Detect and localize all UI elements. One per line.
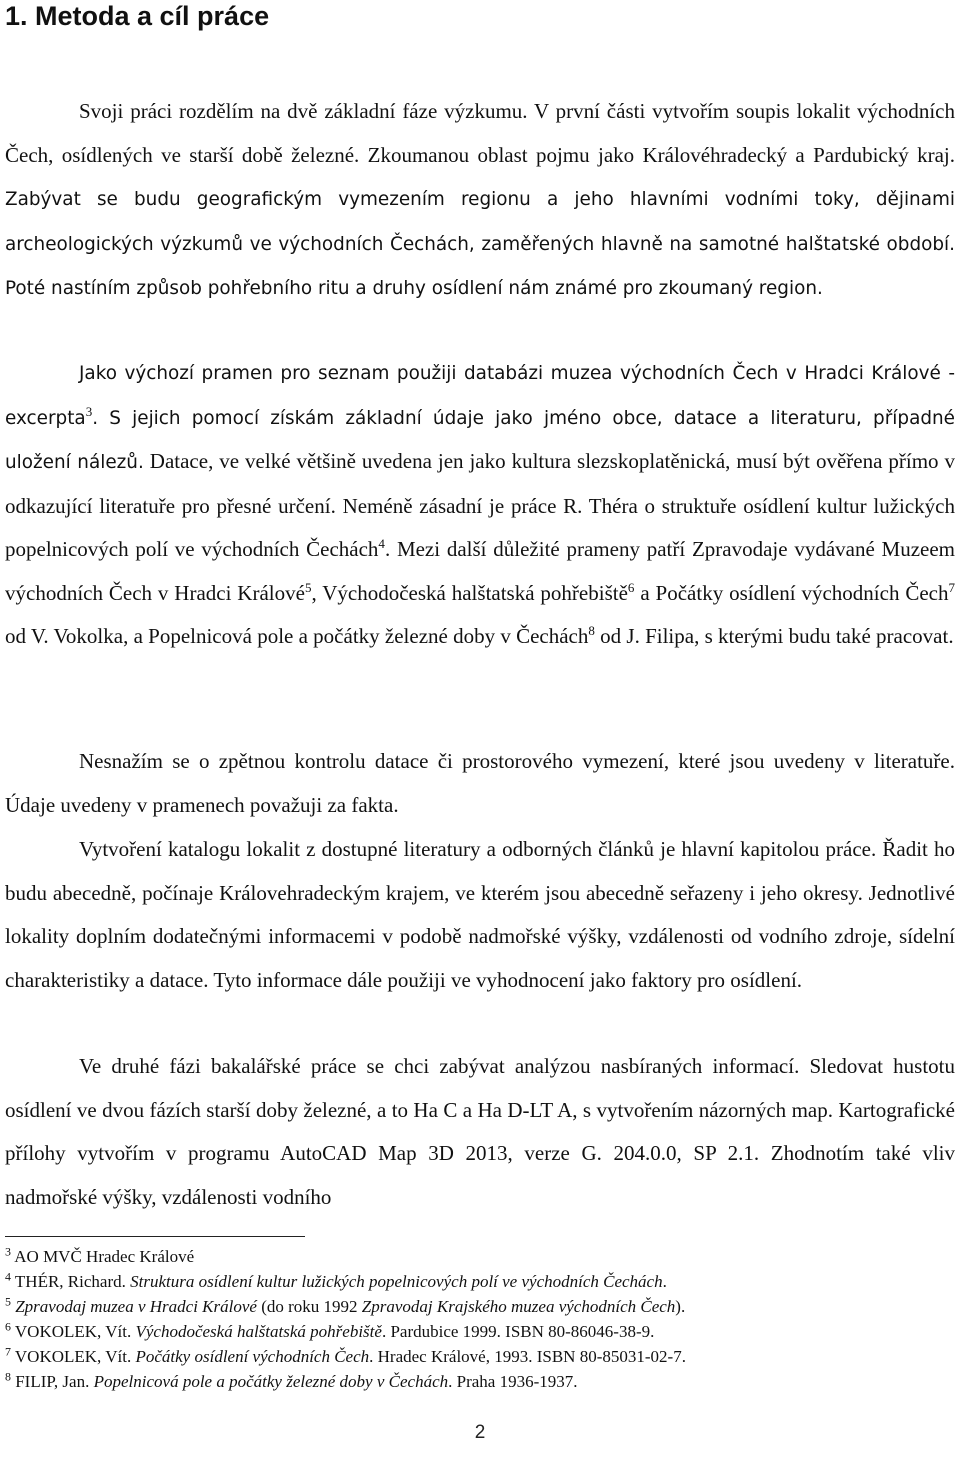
- footnote-title: Zpravodaj muzea v Hradci Králové: [15, 1297, 257, 1316]
- footnote-tail: .: [662, 1272, 667, 1291]
- footnote-separator: [5, 1236, 305, 1237]
- footnote-author: FILIP, Jan.: [15, 1372, 94, 1391]
- footnote-tail-2: ).: [675, 1297, 686, 1316]
- footnote-3: [5, 1244, 955, 1269]
- footnote-ref-7: 7: [948, 579, 955, 595]
- footnote-tail: . Hradec Králové, 1993. ISBN 80-85031-02-7.: [369, 1347, 686, 1366]
- footnote-6: [5, 1319, 955, 1344]
- sources-text-f: a Počátky osídlení východních Čech: [634, 580, 949, 605]
- footnote-ref-5: 5: [304, 579, 312, 595]
- footnote-title: Počátky osídlení východních Čech: [135, 1347, 370, 1366]
- footnote-number: 4: [5, 1269, 11, 1284]
- sources-text-c: Datace, ve velké většině uvedena jen jako kultura slezskoplatěnická, musí být ověřena přímo v odkazující literatuře pro přesné určení. Neméně zásadní je práce R. Théra o struktuře osídlení kultur lužických popelnicových polí ve východních Čechách: [5, 449, 955, 561]
- footnotes: [5, 1244, 955, 1394]
- footnote-7: [5, 1344, 955, 1369]
- footnote-title: Struktura osídlení kultur lužických popelnicových polí ve východních Čechách: [130, 1272, 663, 1291]
- footnote-4: [5, 1269, 955, 1294]
- analysis-text: Ve druhé fázi bakalářské práce se chci zabývat analýzou nasbíraných informací. Sledovat hustotu osídlení ve dvou fázích starší doby železné, a to Ha C a Ha D-LT A, s vytvořením názorných map. Kartografické přílohy vytvořím v programu AutoCAD Map 3D 2013, verze G. 204.0.0, SP 2.1. Zhodnotím také vliv nadmořské výšky, vzdálenosti vodního: [5, 1054, 955, 1209]
- footnote-ref-4: 4: [378, 536, 385, 551]
- footnote-number: 6: [5, 1319, 11, 1334]
- footnote-title-2: Zpravodaj Krajského muzea východních Čech: [361, 1297, 676, 1316]
- paragraph-intro-serif: Svoji práci rozdělím na dvě základní fáze výzkumu. V první části vytvořím soupis lokalit východních Čech, osídlených ve starší době železné. Zkoumanou oblast pojmu jako Královéhradecký a Pardubický kraj.: [5, 99, 955, 167]
- paragraph-verification: [5, 740, 955, 827]
- footnote-8: [5, 1369, 955, 1394]
- verification-text: Nesnažím se o zpětnou kontrolu datace či prostorového vymezení, které jsou uvedeny v literatuře. Údaje uvedeny v pramenech považuji za fakta.: [5, 749, 955, 817]
- footnote-text: AO MVČ Hradec Králové: [14, 1247, 195, 1266]
- footnote-ref-6: 6: [627, 579, 635, 595]
- paragraph-intro: [5, 90, 955, 311]
- catalogue-text: Vytvoření katalogu lokalit z dostupné literatury a odborných článků je hlavní kapitolou práce. Řadit ho budu abecedně, počínaje Královehradeckým krajem, ve kterém jsou abecedně seřazeny i jeho okresy. Jednotlivé lokality doplním dodatečnými informacemi v podobě nadmořské výšky, vzdálenosti od vodního zdroje, sídelní charakteristiky a datace. Tyto informace dále použiji ve vyhodnocení jako faktory pro osídlení.: [5, 837, 955, 992]
- footnote-author: VOKOLEK, Vít.: [14, 1347, 136, 1366]
- footnote-title: Východočeská halštatská pohřebiště: [135, 1322, 382, 1341]
- page-number: 2: [474, 1422, 486, 1443]
- sources-text-h: od J. Filipa, s kterými budu také pracovat.: [594, 624, 954, 648]
- footnote-5: [5, 1294, 955, 1319]
- footnote-number: 3: [5, 1244, 11, 1259]
- footnote-author: VOKOLEK, Vít.: [14, 1322, 136, 1341]
- sources-text-e: , Východočeská halštatská pohřebiště: [311, 580, 628, 605]
- footnote-tail: (do roku 1992: [256, 1297, 362, 1316]
- footnote-ref-3: 3: [85, 403, 93, 419]
- sources-text-d: . Mezi další důležité prameny patří Zpravodaje vydávané Muzeem východních Čech v Hradci Králové: [5, 537, 956, 605]
- page-heading: 1. Metoda a cíl práce: [5, 1, 270, 31]
- paragraph-catalogue: [5, 828, 955, 1002]
- paragraph-analysis: [5, 1045, 955, 1219]
- paragraph-sources: [5, 351, 955, 659]
- footnote-number: 5: [5, 1294, 11, 1309]
- sources-text-a: Jako výchozí pramen pro seznam použiji databázi muzea východních Čech v Hradci Králové - excerpta: [5, 363, 955, 429]
- sources-text-b: . S jejich pomocí získám základní údaje jako jméno obce, datace a literaturu, případné uložení nálezů.: [5, 407, 955, 473]
- sources-text-g: od V. Vokolka, a Popelnicová pole a počátky železné doby v Čechách: [5, 624, 589, 648]
- footnote-author: THÉR, Richard.: [14, 1272, 131, 1291]
- footnote-tail: . Pardubice 1999. ISBN 80-86046-38-9.: [381, 1322, 655, 1341]
- footnote-title: Popelnicová pole a počátky železné doby v Čechách: [93, 1372, 449, 1391]
- footnote-number: 8: [5, 1369, 11, 1384]
- footnote-tail: . Praha 1936-1937.: [448, 1372, 578, 1391]
- footnote-number: 7: [5, 1344, 11, 1359]
- paragraph-intro-sans: Zabývat se budu geografickým vymezením regionu a jeho hlavními vodními toky, dějinami archeologických výzkumů ve východních Čechách, zaměřených hlavně na samotné halštatské období. Poté nastíním způsob pohřebního ritu a druhy osídlení nám známé pro zkoumaný region.: [5, 189, 955, 299]
- footnote-ref-8: 8: [588, 623, 595, 638]
